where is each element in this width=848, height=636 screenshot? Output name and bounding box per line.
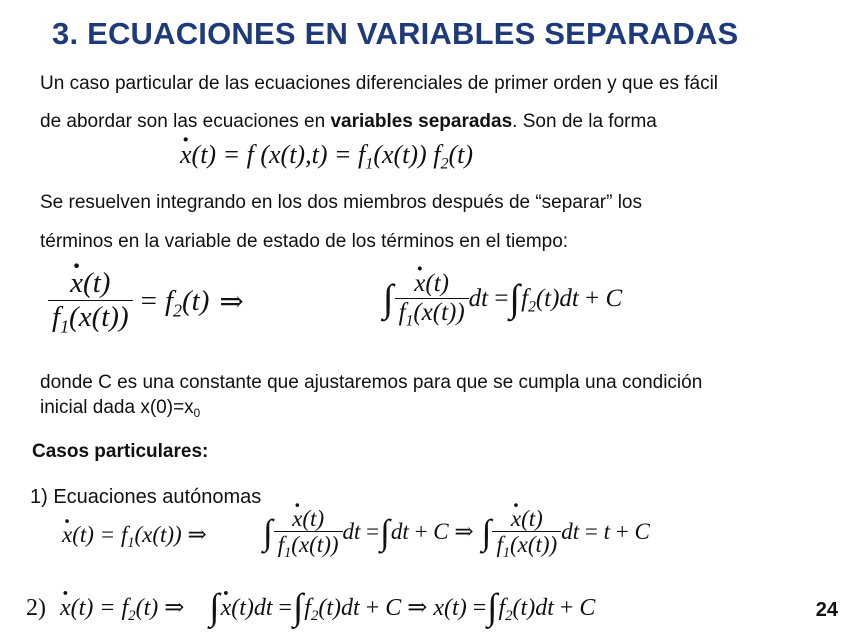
case1-equation-lhs: · $x(t) = f_1(x(t))$ ⇒: [62, 522, 207, 548]
initial-condition-subscript: 0: [193, 407, 201, 421]
intro-line-1: Un caso particular de las ecuaciones diferenciales de primer orden y que es fácil: [40, 73, 719, 94]
para3-line-2: [40, 397, 200, 419]
case2-equation: $2) \cdot x(t) = f_2(t)$ ⇒ ∫· $x(t)dt =\int f_2(t)dt + C$ ⇒ $x(t) =\int f_2(t)dt + C$: [26, 593, 595, 622]
para3-line-2-text: inicial dada x(0)=x: [40, 397, 194, 418]
case2-label: 2): [26, 595, 46, 621]
fraction-xdot-over-f1: · $\frac{x(t)}{f_1(x(t))}$: [48, 268, 133, 334]
page-number: 24: [815, 599, 838, 621]
intro-bold-term: variables separadas: [330, 111, 513, 132]
case1-fraction-a: · $\frac{x(t)}{f_1(x(t))}$: [274, 506, 343, 559]
equation-separable-form: · x(t) = f $(x(t),t) = f_1(x(t))$ $f_2(t)$: [180, 140, 473, 170]
para2-line-2: términos en la variable de estado de los términos en el tiempo:: [40, 231, 569, 252]
intro-line-2-pre: de abordar son las ecuaciones en: [40, 111, 331, 132]
equation-integrated: ∫ · $\frac{x(t)}{f_1(x(t))}$ dt = ∫ $f_2(t)dt + C$: [382, 270, 622, 327]
para2-line-1: Se resuelven integrando en los dos miembros después de “separar” los: [40, 192, 642, 213]
case1-label: 1) Ecuaciones autónomas: [30, 486, 262, 508]
case1-fraction-b: · $\frac{x(t)}{f_1(x(t))}$: [492, 506, 561, 559]
case1-equation-integral: ∫ · $\frac{x(t)}{f_1(x(t))}$ dt = ∫ dt + C ⇒ ∫ · $\frac{x(t)}{f_1(x(t))}$ dt = t + C: [262, 506, 650, 559]
equation-separated: · $\frac{x(t)}{f_1(x(t))}$ = $f_2(t)$ ⇒: [48, 268, 254, 334]
para3-line-1: donde C es una constante que ajustaremos para que se cumpla una condición: [40, 372, 703, 393]
casos-heading: Casos particulares:: [32, 441, 209, 462]
intro-line-2: [40, 111, 657, 133]
intro-line-2-post: . Son de la forma: [512, 111, 657, 132]
fraction-integrand: · $\frac{x(t)}{f_1(x(t))}$: [395, 270, 469, 327]
page-title: 3. ECUACIONES EN VARIABLES SEPARADAS: [52, 16, 739, 51]
